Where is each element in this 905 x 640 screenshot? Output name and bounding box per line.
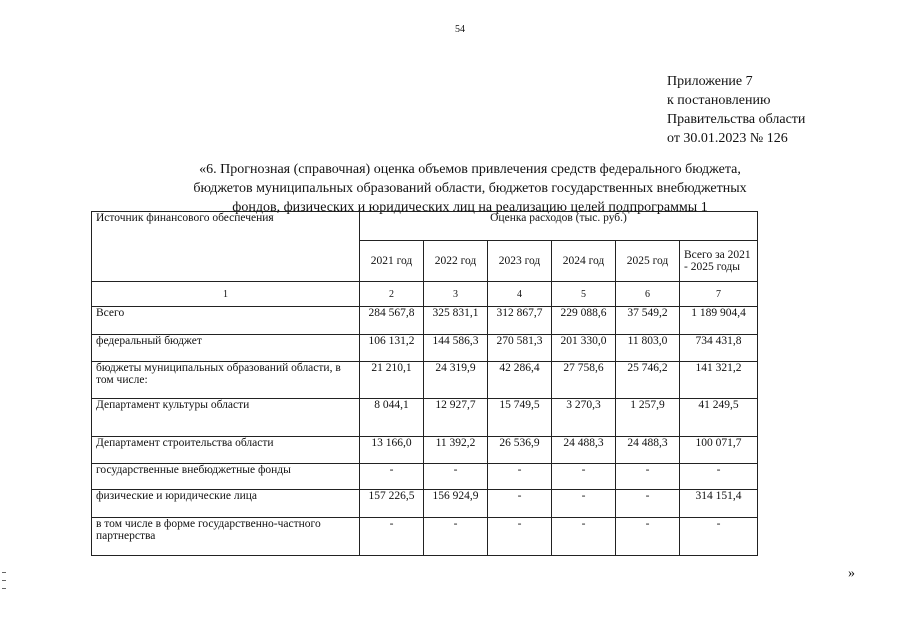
value-cell: 21 210,1 bbox=[360, 362, 424, 399]
value-cell: 12 927,7 bbox=[424, 399, 488, 437]
appendix-line: к постановлению bbox=[667, 93, 771, 108]
value-cell: 144 586,3 bbox=[424, 335, 488, 362]
year-header: 2022 год bbox=[424, 241, 488, 282]
margin-mark bbox=[2, 572, 6, 573]
index-cell: 2 bbox=[360, 282, 424, 307]
value-cell: 41 249,5 bbox=[680, 399, 758, 437]
value-cell: 106 131,2 bbox=[360, 335, 424, 362]
value-cell: 11 803,0 bbox=[616, 335, 680, 362]
margin-mark bbox=[2, 580, 6, 581]
table-row bbox=[92, 335, 758, 362]
value-cell: - bbox=[680, 518, 758, 556]
index-cell: 5 bbox=[552, 282, 616, 307]
page-number: 54 bbox=[455, 24, 465, 35]
value-cell: 25 746,2 bbox=[616, 362, 680, 399]
value-cell: 314 151,4 bbox=[680, 490, 758, 518]
section-title bbox=[150, 160, 790, 217]
value-cell: 13 166,0 bbox=[360, 437, 424, 464]
row-source: Департамент строительства области bbox=[92, 437, 360, 464]
title-line: «6. Прогнозная (справочная) оценка объемов привлечения средств федерального бюджета, bbox=[199, 162, 741, 177]
margin-mark bbox=[2, 588, 6, 589]
value-cell: 26 536,9 bbox=[488, 437, 552, 464]
value-cell: 100 071,7 bbox=[680, 437, 758, 464]
value-cell: 270 581,3 bbox=[488, 335, 552, 362]
closing-quote: » bbox=[848, 566, 855, 581]
value-cell: 141 321,2 bbox=[680, 362, 758, 399]
year-header: 2023 год bbox=[488, 241, 552, 282]
value-cell: 11 392,2 bbox=[424, 437, 488, 464]
value-cell: - bbox=[616, 490, 680, 518]
table-row bbox=[92, 464, 758, 490]
value-cell: 1 189 904,4 bbox=[680, 307, 758, 335]
table-row bbox=[92, 307, 758, 335]
appendix-line: Приложение 7 bbox=[667, 74, 753, 89]
row-source: Всего bbox=[92, 307, 360, 335]
row-source: государственные внебюджетные фонды bbox=[92, 464, 360, 490]
value-cell: - bbox=[424, 518, 488, 556]
value-cell: 1 257,9 bbox=[616, 399, 680, 437]
appendix-line: Правительства области bbox=[667, 112, 806, 127]
value-cell: - bbox=[488, 518, 552, 556]
value-cell: - bbox=[680, 464, 758, 490]
value-cell: - bbox=[616, 518, 680, 556]
value-cell: 312 867,7 bbox=[488, 307, 552, 335]
index-cell: 7 bbox=[680, 282, 758, 307]
year-header: 2024 год bbox=[552, 241, 616, 282]
value-cell: - bbox=[488, 464, 552, 490]
value-cell: 3 270,3 bbox=[552, 399, 616, 437]
value-cell: 201 330,0 bbox=[552, 335, 616, 362]
value-cell: 15 749,5 bbox=[488, 399, 552, 437]
value-cell: - bbox=[488, 490, 552, 518]
row-source: бюджеты муниципальных образований области, в том числе: bbox=[92, 362, 360, 399]
appendix-block bbox=[667, 72, 805, 148]
year-header: 2025 год bbox=[616, 241, 680, 282]
title-line: бюджетов муниципальных образований области, бюджетов государственных внебюджетных bbox=[193, 181, 747, 196]
value-cell: 24 488,3 bbox=[616, 437, 680, 464]
row-source: федеральный бюджет bbox=[92, 335, 360, 362]
value-cell: - bbox=[552, 490, 616, 518]
table-row bbox=[92, 362, 758, 399]
value-cell: - bbox=[360, 518, 424, 556]
index-cell: 3 bbox=[424, 282, 488, 307]
appendix-line: от 30.01.2023 № 126 bbox=[667, 131, 788, 146]
table-row bbox=[92, 437, 758, 464]
value-cell: - bbox=[552, 518, 616, 556]
table-row bbox=[92, 490, 758, 518]
value-cell: 24 319,9 bbox=[424, 362, 488, 399]
source-header: Источник финансового обеспечения bbox=[92, 212, 360, 282]
value-cell: 8 044,1 bbox=[360, 399, 424, 437]
year-header: 2021 год bbox=[360, 241, 424, 282]
value-cell: 42 286,4 bbox=[488, 362, 552, 399]
row-source: в том числе в форме государственно-частного партнерства bbox=[92, 518, 360, 556]
table-row bbox=[92, 399, 758, 437]
value-cell: 37 549,2 bbox=[616, 307, 680, 335]
value-cell: 284 567,8 bbox=[360, 307, 424, 335]
value-cell: - bbox=[424, 464, 488, 490]
value-cell: - bbox=[616, 464, 680, 490]
index-cell: 4 bbox=[488, 282, 552, 307]
row-source: физические и юридические лица bbox=[92, 490, 360, 518]
row-source: Департамент культуры области bbox=[92, 399, 360, 437]
total-header: Всего за 2021 - 2025 годы bbox=[680, 241, 758, 282]
estimate-header: Оценка расходов (тыс. руб.) bbox=[360, 212, 758, 241]
value-cell: - bbox=[552, 464, 616, 490]
table-row bbox=[92, 518, 758, 556]
index-cell: 1 bbox=[92, 282, 360, 307]
value-cell: 24 488,3 bbox=[552, 437, 616, 464]
value-cell: 27 758,6 bbox=[552, 362, 616, 399]
title-line: фондов, физических и юридических лиц на реализацию целей подпрограммы 1 bbox=[232, 200, 708, 215]
value-cell: 229 088,6 bbox=[552, 307, 616, 335]
value-cell: 325 831,1 bbox=[424, 307, 488, 335]
value-cell: - bbox=[360, 464, 424, 490]
financing-table bbox=[91, 211, 758, 556]
index-cell: 6 bbox=[616, 282, 680, 307]
value-cell: 157 226,5 bbox=[360, 490, 424, 518]
value-cell: 734 431,8 bbox=[680, 335, 758, 362]
value-cell: 156 924,9 bbox=[424, 490, 488, 518]
